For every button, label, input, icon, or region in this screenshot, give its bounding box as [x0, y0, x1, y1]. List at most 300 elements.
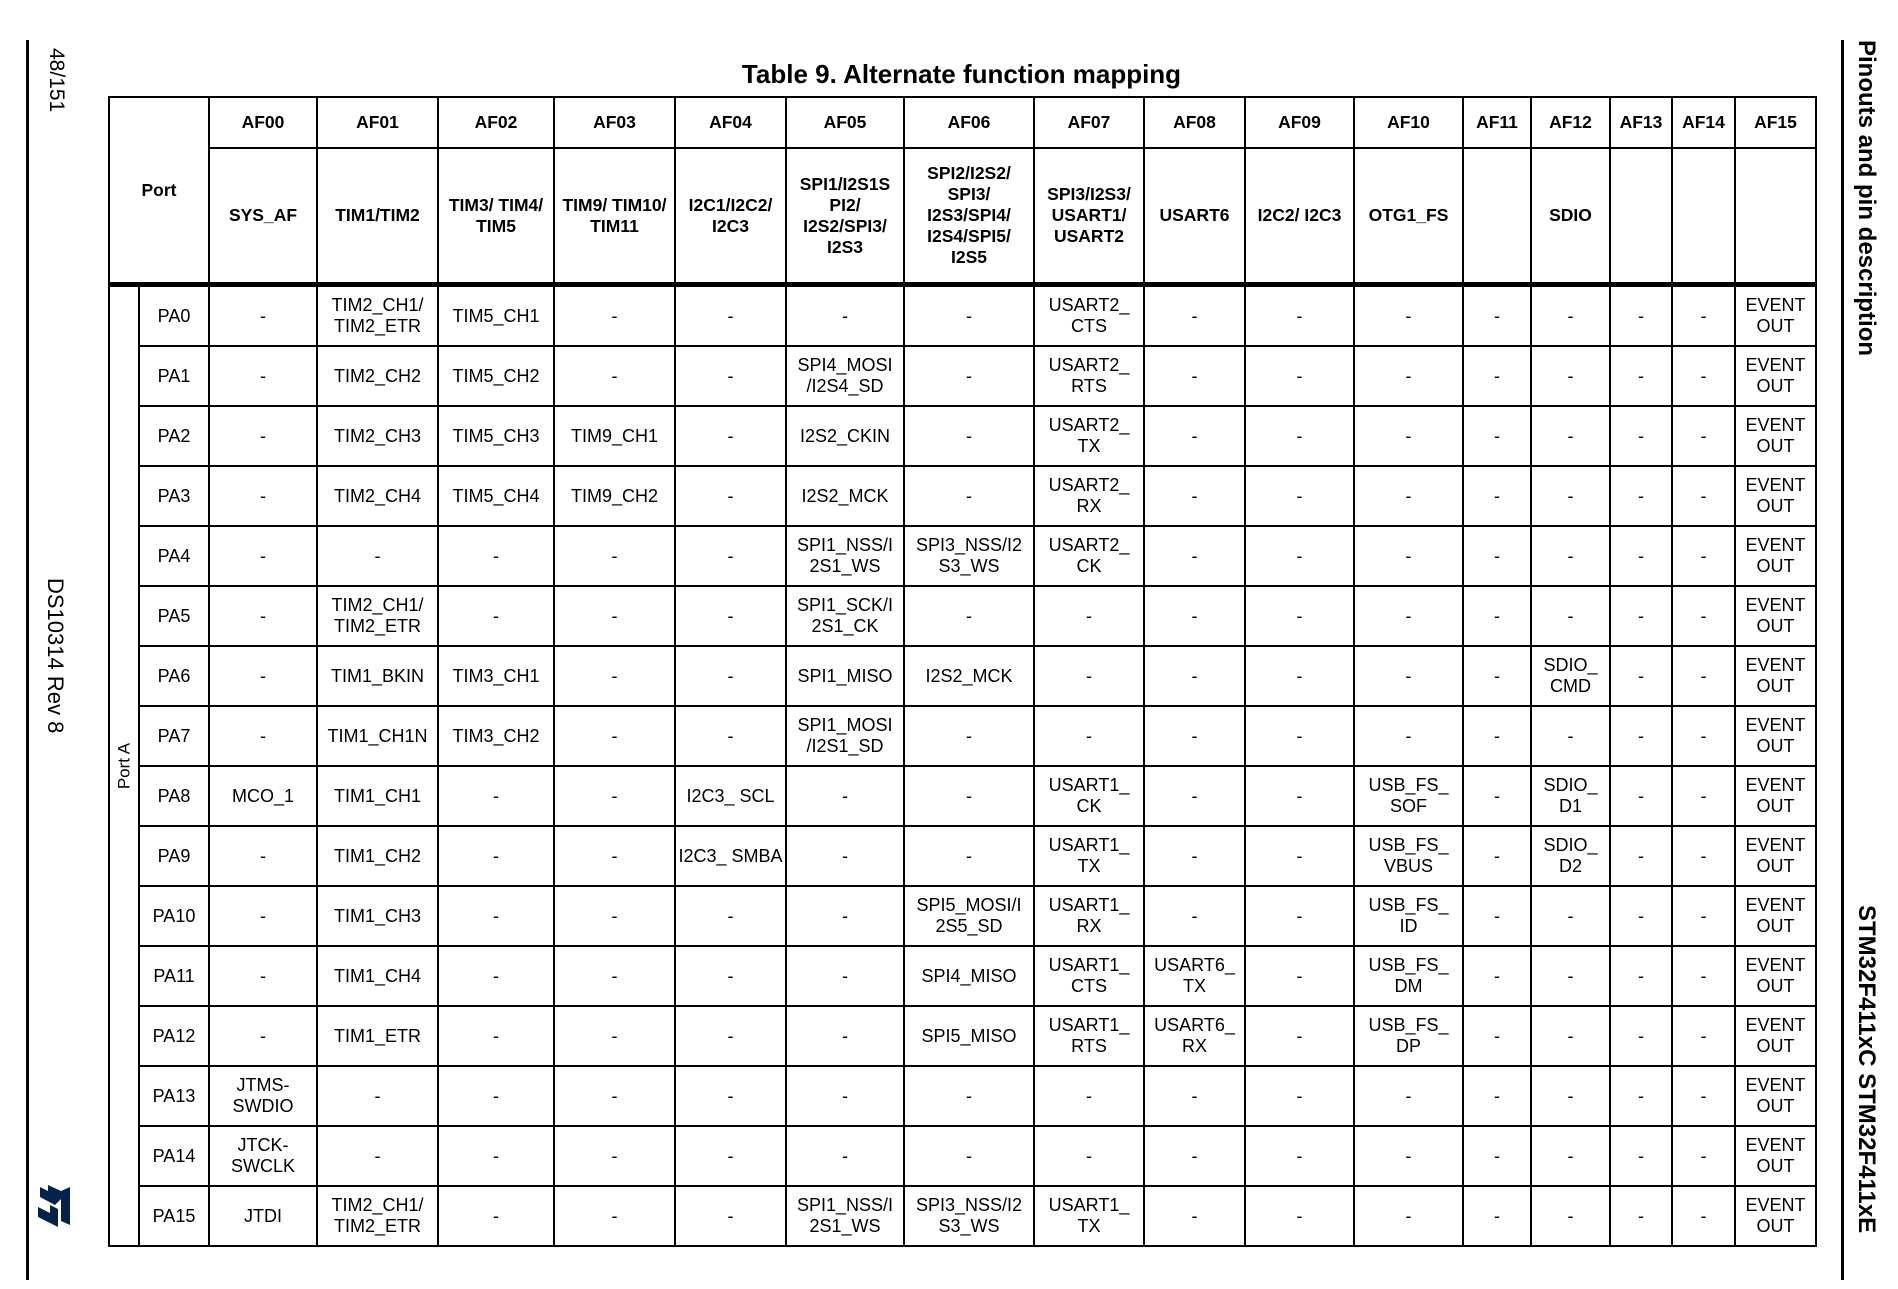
af-cell: - [904, 285, 1034, 347]
document-id: DS10314 Rev 8 [43, 578, 68, 734]
af-cell: - [554, 886, 675, 946]
port-pin-cell: PA5 [139, 586, 209, 646]
af-cell: EVENT OUT [1735, 766, 1816, 826]
af-cell: - [1610, 586, 1672, 646]
af-cell: TIM2_CH2 [317, 346, 438, 406]
af-cell: - [1354, 406, 1463, 466]
af-cell: TIM2_CH4 [317, 466, 438, 526]
af-cell: - [1144, 646, 1245, 706]
af-cell: - [1144, 1186, 1245, 1246]
af-cell: - [1144, 886, 1245, 946]
af-cell: - [1034, 586, 1144, 646]
af-cell: EVENT OUT [1735, 886, 1816, 946]
af-cell: - [1245, 1126, 1354, 1186]
table-row [109, 586, 1816, 646]
af-cell: - [1610, 1186, 1672, 1246]
port-column-header: Port [109, 97, 209, 285]
af-cell: - [1354, 706, 1463, 766]
af-cell: EVENT OUT [1735, 706, 1816, 766]
port-pin-cell: PA12 [139, 1006, 209, 1066]
af-cell: - [1610, 526, 1672, 586]
af-cell: EVENT OUT [1735, 826, 1816, 886]
af-cell: SPI5_MOSI/I 2S5_SD [904, 886, 1034, 946]
af-cell: - [1672, 706, 1735, 766]
af-function-header: SPI1/I2S1S PI2/ I2S2/SPI3/ I2S3 [786, 148, 904, 285]
af-cell: USART6_ RX [1144, 1006, 1245, 1066]
af-cell: - [1245, 946, 1354, 1006]
af-cell: - [1034, 1126, 1144, 1186]
af-cell: TIM1_CH4 [317, 946, 438, 1006]
af-cell: - [1610, 406, 1672, 466]
af-cell: - [1463, 346, 1531, 406]
table-row [109, 886, 1816, 946]
af-function-header: OTG1_FS [1354, 148, 1463, 285]
af-cell: - [209, 946, 317, 1006]
port-pin-cell: PA1 [139, 346, 209, 406]
af-function-header [1735, 148, 1816, 285]
right-margin-rule [1841, 40, 1844, 1280]
af-cell: - [675, 706, 786, 766]
port-group-label: Port A [114, 742, 134, 790]
af-cell: - [1144, 466, 1245, 526]
left-margin-rule [26, 40, 29, 1280]
af-cell: - [1463, 1126, 1531, 1186]
af-cell: - [1610, 946, 1672, 1006]
table-row [109, 1006, 1816, 1066]
af-cell: - [1245, 886, 1354, 946]
port-pin-cell: PA2 [139, 406, 209, 466]
af-cell: - [438, 826, 554, 886]
af-cell: - [1610, 886, 1672, 946]
af-cell: - [554, 706, 675, 766]
af-cell: - [1610, 706, 1672, 766]
af-cell: - [1610, 466, 1672, 526]
af-number-header: AF15 [1735, 97, 1816, 148]
af-cell: TIM1_CH1 [317, 766, 438, 826]
af-cell: - [1245, 526, 1354, 586]
af-cell: - [675, 886, 786, 946]
af-cell: - [317, 1126, 438, 1186]
af-cell: - [1531, 466, 1610, 526]
af-function-header: SPI3/I2S3/ USART1/ USART2 [1034, 148, 1144, 285]
af-cell: - [1034, 706, 1144, 766]
af-cell: SPI1_SCK/I 2S1_CK [786, 586, 904, 646]
af-function-header: SPI2/I2S2/ SPI3/ I2S3/SPI4/ I2S4/SPI5/ I2S5 [904, 148, 1034, 285]
af-cell: SPI1_NSS/I 2S1_WS [786, 526, 904, 586]
af-cell: - [1034, 646, 1144, 706]
af-cell: SPI5_MISO [904, 1006, 1034, 1066]
af-cell: - [1354, 526, 1463, 586]
af-cell: - [1531, 1006, 1610, 1066]
port-pin-cell: PA0 [139, 285, 209, 347]
af-cell: - [554, 1186, 675, 1246]
af-cell: - [1034, 1066, 1144, 1126]
port-pin-cell: PA11 [139, 946, 209, 1006]
af-number-header: AF07 [1034, 97, 1144, 148]
af-cell: - [675, 466, 786, 526]
af-cell: - [904, 1066, 1034, 1126]
af-cell: - [1672, 1126, 1735, 1186]
af-cell: - [1531, 586, 1610, 646]
af-cell: - [1245, 285, 1354, 347]
af-cell: - [554, 826, 675, 886]
af-cell: EVENT OUT [1735, 346, 1816, 406]
af-cell: USART2_ CTS [1034, 285, 1144, 347]
af-cell: - [1672, 1006, 1735, 1066]
af-cell: - [786, 1126, 904, 1186]
af-cell: EVENT OUT [1735, 946, 1816, 1006]
af-cell: - [1463, 466, 1531, 526]
af-function-header: I2C2/ I2C3 [1245, 148, 1354, 285]
af-function-header [1672, 148, 1735, 285]
af-cell: - [1354, 1126, 1463, 1186]
af-number-header: AF12 [1531, 97, 1610, 148]
af-cell: USART2_ CK [1034, 526, 1144, 586]
af-cell: TIM1_CH1N [317, 706, 438, 766]
af-cell: - [1610, 766, 1672, 826]
af-cell: - [1463, 646, 1531, 706]
af-cell: - [904, 406, 1034, 466]
af-cell: USB_FS_ SOF [1354, 766, 1463, 826]
port-group-cell [109, 285, 139, 1247]
af-cell: - [1610, 346, 1672, 406]
af-cell: - [554, 1126, 675, 1186]
af-cell: USART1_ TX [1034, 826, 1144, 886]
af-function-header: USART6 [1144, 148, 1245, 285]
af-cell: SPI1_NSS/I 2S1_WS [786, 1186, 904, 1246]
af-cell: - [675, 346, 786, 406]
af-cell: - [1245, 1006, 1354, 1066]
af-cell: - [209, 826, 317, 886]
af-cell: - [1672, 466, 1735, 526]
af-cell: - [438, 886, 554, 946]
af-cell: TIM2_CH1/ TIM2_ETR [317, 285, 438, 347]
af-number-header: AF08 [1144, 97, 1245, 148]
af-cell: TIM1_CH2 [317, 826, 438, 886]
af-cell: - [1245, 466, 1354, 526]
af-cell: - [786, 1066, 904, 1126]
table-row [109, 526, 1816, 586]
af-cell: - [904, 826, 1034, 886]
af-cell: - [1144, 826, 1245, 886]
af-cell: USART2_ TX [1034, 406, 1144, 466]
af-cell: - [1531, 1186, 1610, 1246]
af-cell: EVENT OUT [1735, 285, 1816, 347]
section-title: Pinouts and pin description [1853, 40, 1880, 357]
table-row [109, 706, 1816, 766]
af-cell: - [1463, 285, 1531, 347]
af-cell: MCO_1 [209, 766, 317, 826]
af-cell: - [786, 826, 904, 886]
af-cell: JTCK- SWCLK [209, 1126, 317, 1186]
af-cell: TIM5_CH4 [438, 466, 554, 526]
af-cell: - [786, 766, 904, 826]
af-cell: - [1463, 826, 1531, 886]
af-number-header: AF06 [904, 97, 1034, 148]
af-cell: - [786, 285, 904, 347]
af-cell: USART6_ TX [1144, 946, 1245, 1006]
port-pin-cell: PA4 [139, 526, 209, 586]
af-cell: SDIO_ D1 [1531, 766, 1610, 826]
alternate-function-table [108, 96, 1817, 1247]
port-pin-cell: PA8 [139, 766, 209, 826]
af-cell: - [904, 466, 1034, 526]
af-cell: - [1144, 706, 1245, 766]
af-cell: - [1245, 766, 1354, 826]
af-cell: - [1531, 706, 1610, 766]
af-cell: SDIO_ CMD [1531, 646, 1610, 706]
table-row [109, 946, 1816, 1006]
af-cell: - [1531, 1066, 1610, 1126]
af-cell: - [675, 646, 786, 706]
af-cell: - [438, 586, 554, 646]
af-cell: - [1610, 1126, 1672, 1186]
af-function-header [1463, 148, 1531, 285]
af-cell: EVENT OUT [1735, 1186, 1816, 1246]
af-cell: - [317, 526, 438, 586]
af-cell: - [1672, 1186, 1735, 1246]
port-pin-cell: PA10 [139, 886, 209, 946]
af-cell: - [1245, 1186, 1354, 1246]
af-cell: TIM1_CH3 [317, 886, 438, 946]
af-cell: - [675, 526, 786, 586]
af-cell: USB_FS_ DP [1354, 1006, 1463, 1066]
af-cell: - [438, 766, 554, 826]
af-cell: - [1245, 706, 1354, 766]
af-function-header: TIM9/ TIM10/ TIM11 [554, 148, 675, 285]
af-function-header: SYS_AF [209, 148, 317, 285]
af-cell: - [1531, 886, 1610, 946]
af-cell: - [1531, 526, 1610, 586]
af-cell: USART1_ CTS [1034, 946, 1144, 1006]
af-cell: USART1_ RTS [1034, 1006, 1144, 1066]
af-cell: - [1531, 285, 1610, 347]
af-cell: - [904, 586, 1034, 646]
af-cell: - [786, 886, 904, 946]
af-cell: SPI3_NSS/I2 S3_WS [904, 1186, 1034, 1246]
af-cell: - [438, 1186, 554, 1246]
af-cell: - [1463, 526, 1531, 586]
af-cell: - [1531, 346, 1610, 406]
af-cell: JTDI [209, 1186, 317, 1246]
af-cell: - [1672, 346, 1735, 406]
af-cell: EVENT OUT [1735, 1006, 1816, 1066]
port-pin-cell: PA13 [139, 1066, 209, 1126]
af-cell: SPI1_MOSI /I2S1_SD [786, 706, 904, 766]
af-cell: TIM5_CH3 [438, 406, 554, 466]
page-number: 48/151 [45, 48, 68, 113]
af-cell: TIM9_CH1 [554, 406, 675, 466]
af-cell: SPI4_MISO [904, 946, 1034, 1006]
af-number-header: AF13 [1610, 97, 1672, 148]
table-row [109, 1066, 1816, 1126]
af-cell: - [1354, 1066, 1463, 1126]
af-cell: - [1144, 346, 1245, 406]
af-cell: - [1245, 406, 1354, 466]
af-cell: - [675, 1186, 786, 1246]
af-cell: - [1672, 406, 1735, 466]
af-cell: - [1672, 586, 1735, 646]
af-cell: - [1610, 285, 1672, 347]
af-cell: - [438, 1066, 554, 1126]
af-cell: - [1463, 1186, 1531, 1246]
af-cell: - [1144, 1066, 1245, 1126]
af-cell: - [209, 1006, 317, 1066]
af-cell: EVENT OUT [1735, 586, 1816, 646]
af-cell: - [438, 946, 554, 1006]
af-cell: - [1245, 826, 1354, 886]
af-cell: - [1610, 1066, 1672, 1126]
af-cell: SPI4_MOSI /I2S4_SD [786, 346, 904, 406]
af-cell: - [554, 285, 675, 347]
af-number-header: AF01 [317, 97, 438, 148]
part-number-title: STM32F411xC STM32F411xE [1853, 905, 1880, 1234]
af-number-header: AF03 [554, 97, 675, 148]
af-function-header: I2C1/I2C2/ I2C3 [675, 148, 786, 285]
table-row [109, 285, 1816, 347]
af-cell: SPI3_NSS/I2 S3_WS [904, 526, 1034, 586]
port-pin-cell: PA15 [139, 1186, 209, 1246]
af-number-header: AF10 [1354, 97, 1463, 148]
af-cell: - [1672, 526, 1735, 586]
af-cell: - [554, 1006, 675, 1066]
af-cell: USB_FS_ DM [1354, 946, 1463, 1006]
af-cell: - [1144, 406, 1245, 466]
af-cell: - [1610, 1006, 1672, 1066]
table-row [109, 466, 1816, 526]
af-cell: - [1144, 526, 1245, 586]
af-cell: - [1463, 586, 1531, 646]
port-pin-cell: PA7 [139, 706, 209, 766]
af-function-header [1610, 148, 1672, 285]
af-function-header: SDIO [1531, 148, 1610, 285]
af-cell: - [554, 946, 675, 1006]
af-cell: - [554, 1066, 675, 1126]
af-cell: TIM9_CH2 [554, 466, 675, 526]
table-row [109, 766, 1816, 826]
af-cell: TIM2_CH1/ TIM2_ETR [317, 1186, 438, 1246]
af-cell: TIM1_ETR [317, 1006, 438, 1066]
af-cell: USART2_ RX [1034, 466, 1144, 526]
af-cell: TIM1_BKIN [317, 646, 438, 706]
af-cell: I2C3_ SCL [675, 766, 786, 826]
af-cell: - [1672, 646, 1735, 706]
af-cell: I2S2_MCK [904, 646, 1034, 706]
table-row [109, 406, 1816, 466]
af-cell: - [1463, 946, 1531, 1006]
af-cell: - [209, 285, 317, 347]
af-cell: - [209, 706, 317, 766]
af-cell: TIM5_CH2 [438, 346, 554, 406]
af-cell: - [554, 766, 675, 826]
af-number-header: AF11 [1463, 97, 1531, 148]
af-cell: - [675, 946, 786, 1006]
af-cell: - [1463, 706, 1531, 766]
af-cell: TIM3_CH2 [438, 706, 554, 766]
table-row [109, 346, 1816, 406]
af-cell: - [209, 466, 317, 526]
af-cell: TIM2_CH1/ TIM2_ETR [317, 586, 438, 646]
table-row [109, 826, 1816, 886]
table-row [109, 1126, 1816, 1186]
af-cell: TIM5_CH1 [438, 285, 554, 347]
af-cell: - [1245, 646, 1354, 706]
af-cell: - [1531, 946, 1610, 1006]
af-cell: - [1463, 1006, 1531, 1066]
port-pin-cell: PA3 [139, 466, 209, 526]
af-cell: - [786, 1006, 904, 1066]
af-cell: - [904, 706, 1034, 766]
af-cell: - [1672, 826, 1735, 886]
af-cell: - [1610, 646, 1672, 706]
af-cell: - [675, 1006, 786, 1066]
af-cell: - [554, 586, 675, 646]
af-cell: - [675, 1066, 786, 1126]
af-cell: - [209, 406, 317, 466]
af-cell: TIM3_CH1 [438, 646, 554, 706]
af-cell: - [1354, 466, 1463, 526]
af-cell: EVENT OUT [1735, 526, 1816, 586]
af-cell: - [1144, 586, 1245, 646]
af-cell: USART1_ CK [1034, 766, 1144, 826]
af-cell: - [209, 526, 317, 586]
af-cell: - [1610, 826, 1672, 886]
table-title: Table 9. Alternate function mapping [741, 59, 1182, 89]
af-cell: - [1672, 285, 1735, 347]
af-number-header: AF05 [786, 97, 904, 148]
af-cell: I2S2_MCK [786, 466, 904, 526]
table-row [109, 646, 1816, 706]
af-cell: - [904, 1126, 1034, 1186]
af-cell: EVENT OUT [1735, 646, 1816, 706]
af-cell: - [209, 886, 317, 946]
af-cell: USART2_ RTS [1034, 346, 1144, 406]
af-cell: - [438, 1126, 554, 1186]
port-pin-cell: PA9 [139, 826, 209, 886]
af-cell: I2S2_CKIN [786, 406, 904, 466]
af-number-header: AF00 [209, 97, 317, 148]
af-cell: - [1245, 346, 1354, 406]
af-cell: - [1144, 285, 1245, 347]
af-cell: - [1463, 1066, 1531, 1126]
af-cell: - [1531, 406, 1610, 466]
af-number-header: AF02 [438, 97, 554, 148]
header-row-af-numbers [109, 97, 1816, 148]
af-cell: - [1354, 586, 1463, 646]
af-cell: - [1672, 1066, 1735, 1126]
af-function-header: TIM1/TIM2 [317, 148, 438, 285]
st-logo-icon [34, 1183, 76, 1229]
table-row [109, 1186, 1816, 1246]
af-number-header: AF14 [1672, 97, 1735, 148]
af-number-header: AF04 [675, 97, 786, 148]
af-cell: - [675, 406, 786, 466]
af-number-header: AF09 [1245, 97, 1354, 148]
af-cell: - [675, 586, 786, 646]
af-cell: USB_FS_ VBUS [1354, 826, 1463, 886]
af-cell: - [209, 646, 317, 706]
af-cell: - [1672, 886, 1735, 946]
af-cell: - [1144, 1126, 1245, 1186]
af-cell: - [438, 526, 554, 586]
af-cell: TIM2_CH3 [317, 406, 438, 466]
af-cell: EVENT OUT [1735, 1126, 1816, 1186]
af-cell: - [554, 646, 675, 706]
header-row-af-functions [109, 148, 1816, 285]
af-cell: - [904, 766, 1034, 826]
af-cell: - [675, 1126, 786, 1186]
af-cell: - [209, 586, 317, 646]
